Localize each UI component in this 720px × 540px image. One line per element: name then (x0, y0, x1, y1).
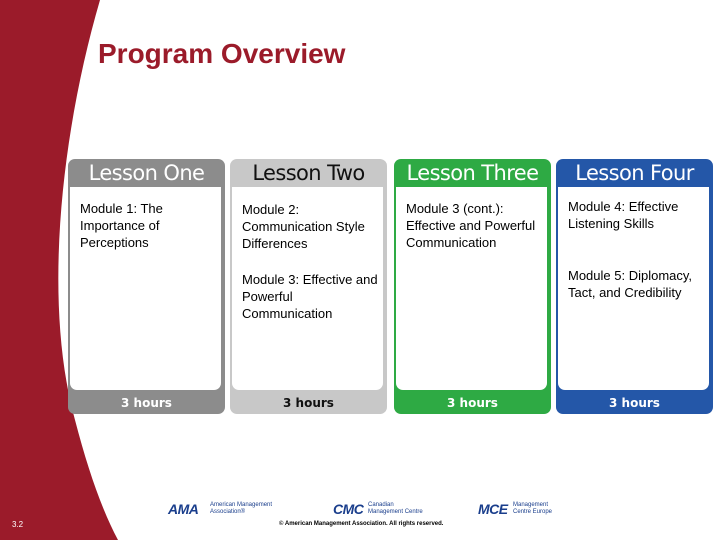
lesson-duration: 3 hours (609, 396, 660, 410)
lesson-duration: 3 hours (283, 396, 334, 410)
logo-text: Canadian Management Centre (368, 502, 423, 515)
module-text: Module 2: Communication Style Differences (242, 202, 365, 251)
module-text: Module 5: Diplomacy, Tact, and Credibility (568, 268, 693, 300)
lesson-card-three (394, 159, 551, 414)
lesson-card-one (68, 159, 225, 414)
mce-logo-icon (478, 500, 578, 520)
module-text: Module 3: Effective and Powerful Communication (242, 272, 378, 321)
lesson-body (558, 187, 709, 390)
lesson-body (70, 187, 221, 390)
lesson-body (232, 187, 383, 390)
lesson-header: Lesson One (88, 161, 205, 185)
lesson-duration: 3 hours (447, 396, 498, 410)
lesson-card-four (556, 159, 713, 414)
module-text: Module 4: Effective Listening Skills (568, 199, 679, 231)
footer-logos (0, 500, 720, 520)
lesson-card-two (230, 159, 387, 414)
copyright-notice: © American Management Association. All rights reserved. (279, 521, 444, 527)
lesson-header: Lesson Four (575, 161, 694, 185)
logo-mark: MCE (478, 501, 508, 517)
module-text: Module 1: The Importance of Perceptions (80, 201, 163, 250)
page-title: Program Overview (98, 38, 346, 69)
lesson-duration: 3 hours (121, 396, 172, 410)
logo-text: American Management Association® (210, 502, 273, 515)
logo-mark: CMC (333, 501, 364, 517)
ama-logo-icon (168, 500, 288, 520)
module-text: Module 3 (cont.): Effective and Powerful Communication (406, 201, 536, 250)
slide-number: 3.2 (12, 520, 24, 529)
lesson-header: Lesson Two (252, 161, 365, 185)
cmc-logo-icon (333, 500, 433, 520)
logo-text: Management Centre Europe (513, 502, 553, 515)
logo-mark: AMA (168, 501, 199, 517)
lesson-header: Lesson Three (406, 161, 539, 185)
lesson-body (396, 187, 547, 390)
